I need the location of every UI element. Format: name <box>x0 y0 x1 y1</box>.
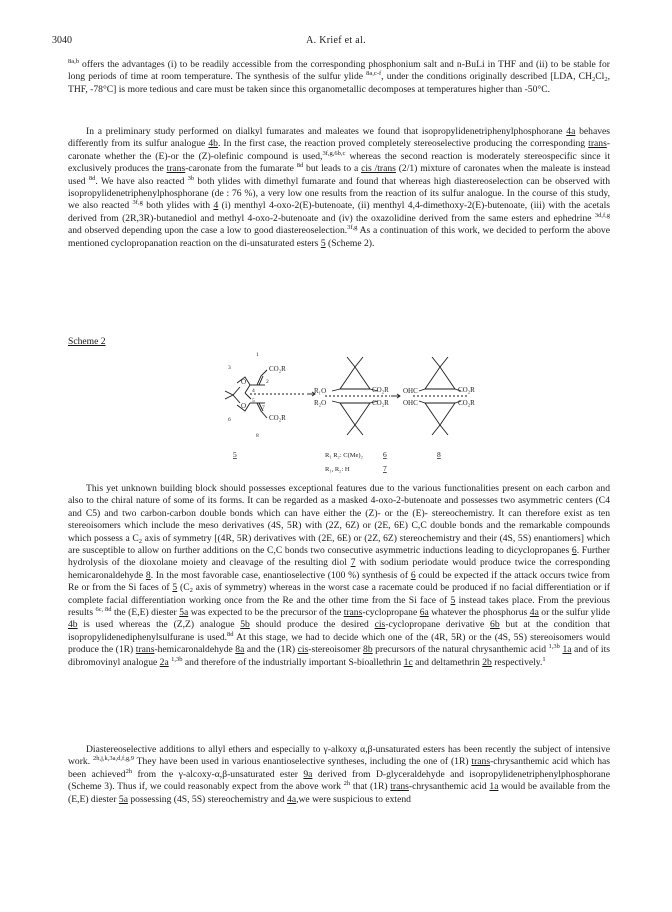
compound-reference: trans <box>135 644 155 656</box>
text-run: but leads to a <box>303 163 362 175</box>
text-run: This yet unknown building block should possesses exceptional features due to the various functionalities present on each carbon and also to the chiral nature of some of its forms. It can be regarded as a masked 4-oxo-2-butenoate and possesses two asymmetric centers (C4 and C5) and two carbon-carbon double bonds which can have either the (Z)- or the (E)- stereochemistry. It can therefore exist as ten stereoisomers which include the meso derivatives (4S, 5R) with (2Z, 6Z) or (2E, 6E) C,C double bonds and the remarkable compounds which possess a C <box>68 483 610 544</box>
text-run: and therefore of the industrially important S-bioallethrin <box>182 656 404 668</box>
reference-superscript: 8d <box>227 630 234 638</box>
text-run: would be available from the (E,E) diester <box>68 781 610 805</box>
text-run: . Further hydrolysis of the dioxolane moiety and cleavage of the resulting diol <box>68 545 610 569</box>
ester-co2r-8a: CO₂R <box>458 386 475 394</box>
text-run: -cyclopropane <box>362 607 420 619</box>
text-run: or the sulfur ylide <box>538 607 610 619</box>
ester-co2r-6b: CO₂R <box>372 399 389 407</box>
reference-superscript: 8d <box>88 174 96 182</box>
text-run: -chrysanthemic acid <box>408 781 490 793</box>
compound-reference: trans <box>343 607 363 619</box>
reference-superscript: 1,3b <box>548 643 560 651</box>
position-4: 4 <box>252 388 255 394</box>
ester-co2r-6a: CO₂R <box>372 386 389 394</box>
compound-reference: 4a <box>287 793 297 805</box>
compound-reference: 6 <box>410 569 416 581</box>
text-run: and observed depending upon the case a low to good diastereoselection. <box>68 225 348 237</box>
text-run: both ylides with <box>142 200 214 212</box>
text-run: , THF, -78°C] is more tedious and care must be taken since this organometallic decomposes at temperatures higher than -50°C. <box>68 71 610 95</box>
text-run: and of its dibromovinyl analogue <box>68 644 610 668</box>
compound-reference: 1c <box>403 656 413 668</box>
text-run: Cl <box>595 71 605 83</box>
group-ohc-upper: OHC <box>403 387 418 395</box>
subscript: 2 <box>189 587 193 595</box>
paragraph-intro <box>68 59 610 96</box>
compound-reference: cis /trans <box>361 163 396 175</box>
text-run: , under the conditions originally described [LDA, CH <box>381 71 592 83</box>
reference-superscript: 8a,c-f <box>366 70 382 78</box>
position-7: 7 <box>262 405 265 411</box>
atom-o-lower: O <box>241 402 247 410</box>
structure-6-7 <box>325 357 400 435</box>
text-run: with sodium periodate would produce twice the corresponding hemicaronaldehyde <box>68 557 610 581</box>
compound-reference: 7 <box>350 557 356 569</box>
text-run: and deltamethrin <box>412 656 483 668</box>
compound-reference: 9a <box>303 768 313 780</box>
legend-r1r2-h: R₁, R₂: H <box>325 466 350 473</box>
group-r1o: R₁O <box>314 387 327 395</box>
compound-reference: 1a <box>489 781 499 793</box>
compound-reference: 4b <box>208 138 218 150</box>
compound-reference: cis <box>297 644 309 656</box>
compound-reference: trans <box>390 781 409 793</box>
text-run: offers the advantages (i) to be readily accessible from the corresponding phosphonium salt and n-BuLi in THF and (ii) to be stable for long periods of time at room temperature. The synthesis of the sulfur ylide <box>68 59 610 83</box>
text-run: the (E,E) diester <box>111 607 180 619</box>
group-ohc-lower: OHC <box>403 399 418 407</box>
text-run: precursors of the natural chrysanthemic acid <box>372 644 549 656</box>
text-run: They have been used in various enantioselective syntheses, including the one of (1R) <box>133 756 472 768</box>
text-run: that (1R) <box>350 781 391 793</box>
position-8: 8 <box>256 433 259 439</box>
compound-reference: 2b <box>482 656 492 668</box>
text-run: As a continuation of this work, we decided to perform the above mentioned cyclopropanation reaction on the di-unsaturated esters <box>68 225 610 249</box>
reference-superscript: 2h <box>343 780 351 788</box>
position-3: 3 <box>228 365 231 371</box>
text-run: behaves differently from its sulfur analogue <box>68 126 610 150</box>
text-run: At this stage, we had to decide which one of the (4R, 5R) or the (4S, 5S) stereoisomers would produce the (1R) <box>68 631 610 656</box>
text-run: -cyclopropane derivative <box>385 619 491 631</box>
paragraph-building-block-text <box>68 483 610 669</box>
reference-superscript: 3f,g <box>132 199 143 207</box>
compound-reference: 5a <box>118 793 128 805</box>
text-run: ,we were suspicious to extend <box>296 793 411 805</box>
paragraph-diastereoselective-text <box>68 744 610 806</box>
ester-co2r-1: CO₂R <box>269 365 286 373</box>
text-run: Diastereoselective additions to allyl ethers and especially to γ-alkoxy α,β-unsaturated esters has been recently the subject of intensive work. <box>68 744 610 768</box>
compound-reference: trans <box>166 163 186 175</box>
running-authors: A. Krief et al. <box>306 35 366 46</box>
text-run: -hemicaronaldehyde <box>154 644 236 656</box>
compound-label-8: 8 <box>437 450 441 459</box>
reference-superscript: 2h <box>125 767 133 775</box>
reference-superscript: 3f,g <box>347 224 358 232</box>
scheme-2-diagram <box>175 347 515 479</box>
ester-co2r-8: CO₂R <box>269 414 286 422</box>
text-run: and the (1R) <box>244 644 298 656</box>
text-run: -stereoisomer <box>308 644 364 656</box>
paragraph-preliminary-study-text <box>68 126 610 250</box>
text-run: whatever the phosphorus <box>428 607 530 619</box>
subscript: 2 <box>604 76 608 84</box>
text-run: was expected to be the precursor of the <box>188 607 344 619</box>
reference-superscript: 8d <box>296 162 304 170</box>
text-run: (i) menthyl 4-oxo-2(E)-butenoate, (ii) menthyl 4,4-dimethoxy-2(E)-butenoate, (iii) with the acetals derived from (2R,3R)-butanediol and methyl 4-oxo-2-butenoate and (iv) the oxazolidine derived from the same esters and ephedrine <box>68 200 611 224</box>
compound-reference: 5a <box>179 607 189 619</box>
text-run: both ylides with dimethyl fumarate and found that whereas high diastereoselection can be observed with isopropylidenetriphenylphosphorane (de : 76 %), a very low one results from the reaction of its sulfur analogue. In the course of this study, we also reacted <box>68 175 611 212</box>
compound-reference: 5 <box>172 582 178 594</box>
reference-superscript: 1,3b <box>171 655 183 663</box>
text-run: whereas the second reaction is moderately stereospecific since it exclusively produces the <box>68 150 610 175</box>
compound-reference: 4 <box>213 200 219 212</box>
text-run: instead takes place. From the previous results <box>68 594 610 619</box>
text-run: axis of symmetry [(4R, 5R) derivatives with (2E, 6E) or (2Z, 6Z) stereochemistry and their (4S, 5S) enantiomers] which are susceptible to allow on further additions on the C,C bonds two consecutive asymmetric inductions leading to dicyclopropanes <box>68 532 610 557</box>
compound-reference: trans <box>471 756 491 768</box>
reference-superscript: 3f,g,6b,c <box>322 149 346 157</box>
position-5: 5 <box>252 398 255 404</box>
text-run: . In the first case, the reaction proved completely stereoselective producing the corresponding <box>217 138 589 150</box>
running-header <box>52 35 620 49</box>
text-run: respectively. <box>491 656 543 668</box>
text-run: -chrysanthemic acid which has been achieved <box>68 756 611 780</box>
compound-reference: trans <box>588 138 607 150</box>
compound-reference: 5 <box>320 237 326 249</box>
group-r2o: R₂O <box>314 399 327 407</box>
text-run: from the γ-alcoxy-α,β-unsaturated ester <box>132 768 304 780</box>
paragraph-diastereoselective <box>68 744 610 806</box>
compound-reference: 8b <box>363 644 373 656</box>
compound-reference: 4b <box>68 619 78 631</box>
scheme-label: Scheme 2 <box>68 336 106 347</box>
compound-reference: 5b <box>240 619 250 631</box>
compound-reference: 4a <box>566 126 576 137</box>
compound-reference: 6a <box>419 607 429 619</box>
ester-co2r-8b: CO₂R <box>458 399 475 407</box>
text-run: In a preliminary study performed on dialkyl fumarates and maleates we found that isopropylidenetriphenylphosphorane <box>86 126 567 137</box>
reference-superscript: 6c, 8d <box>95 606 112 614</box>
compound-reference: 1a <box>562 644 572 656</box>
reference-superscript: 8a,b <box>68 58 80 65</box>
text-run: (Scheme 2). <box>325 237 375 249</box>
text-run: . In the most favorable case, enantioselective (100 %) synthesis of <box>150 569 411 581</box>
position-6: 6 <box>228 417 231 423</box>
text-run: could be expected if the attack occurs twice from Re or from the Si faces of <box>68 569 610 594</box>
paragraph-preliminary-study <box>68 126 610 250</box>
text-run: possessing (4S, 5S) stereochemistry and <box>127 793 288 805</box>
reference-superscript: 3d,f,g <box>594 211 610 219</box>
structure-8 <box>413 357 467 435</box>
text-run: axis of symmetry) whereas in the worst case a racemate could be produced if no facial differentiation or if complete facial differentiation working once from the Re and the other time from the Si face of <box>68 582 610 606</box>
compound-reference: 8a <box>235 644 245 656</box>
structure-5 <box>225 370 315 418</box>
compound-label-5: 5 <box>233 450 237 459</box>
text-run: should produce the desired <box>249 619 375 631</box>
compound-reference: 8 <box>145 569 151 581</box>
reference-superscript: 3b <box>187 174 195 182</box>
position-2: 2 <box>266 379 269 385</box>
position-1: 1 <box>256 352 259 358</box>
atom-o-upper: O <box>241 378 247 386</box>
text-run: -caronate whether the (E)-or the (Z)-olefinic compound is used, <box>68 138 611 162</box>
compound-reference: 4a <box>529 607 539 619</box>
compound-reference: 6 <box>571 545 577 557</box>
compound-reference: 6b <box>490 619 500 631</box>
reference-superscript: 2h,j,k,3a,d,f,g,9 <box>92 755 134 763</box>
page-number: 3040 <box>52 35 72 46</box>
paragraph-building-block <box>68 483 610 669</box>
text-run: -caronate from the fumarate <box>185 163 297 175</box>
paragraph-intro-text <box>68 59 610 96</box>
text-run: (2/1) mixture of caronates when the maleate is instead used <box>68 163 611 187</box>
text-run: (C <box>177 582 190 594</box>
compound-label-6: 6 <box>383 450 387 459</box>
text-run: . We have also reacted <box>95 175 188 187</box>
subscript: 2 <box>138 537 142 545</box>
text-run: is used whereas the (Z,Z) analogue <box>77 619 241 631</box>
compound-reference: 5 <box>450 594 456 606</box>
compound-reference: 2a <box>159 656 169 668</box>
compound-reference: cis <box>374 619 386 631</box>
text-run: derived from D-glyceraldehyde and isopropylidenetriphenylphosphorane (Scheme 3). Thus if, we could reasonably expect from the above work <box>68 768 610 793</box>
subscript: 2 <box>592 76 596 84</box>
legend-r1r2-cme2: R₁ R₂: C(Me)₂ <box>325 452 363 459</box>
compound-label-7: 7 <box>383 464 387 473</box>
text-run: but at the condition that isopropylidenediphenylsulfurane is used. <box>68 619 610 643</box>
reference-superscript: 1 <box>542 655 546 663</box>
